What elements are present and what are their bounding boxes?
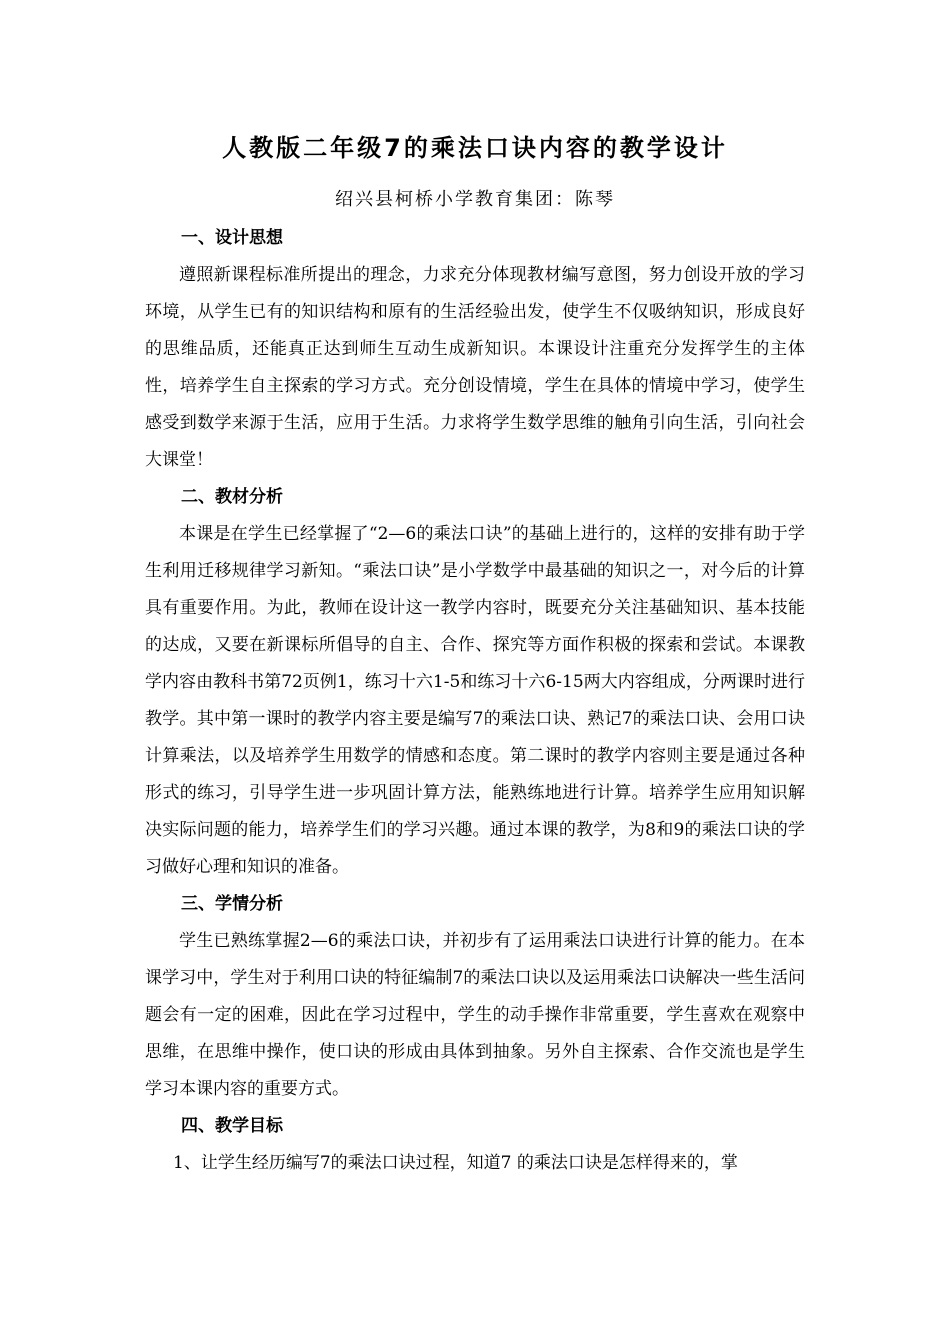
section-paragraph-design-idea: 遵照新课程标准所提出的理念，力求充分体现教材编写意图，努力创设开放的学习环境，从学生已有的知识结构和原有的生活经验出发，使学生不仅吸纳知识，形成良好的思维品质，还能真正达到师生互动生成新知识。本课设计注重充分发挥学生的主体性，培养学生自主探索的学习方式。充分创设情境，学生在具体的情境中学习，使学生感受到数学来源于生活，应用于生活。力求将学生数学思维的触角引向生活，引向社会大课堂！ xyxy=(145,265,805,470)
document-author: 绍兴县柯桥小学教育集团：陈琴 xyxy=(335,189,615,210)
section-heading-student-analysis: 三、学情分析 xyxy=(181,894,283,914)
document-title: 人教版二年级7的乘法口诀内容的教学设计 xyxy=(222,134,728,162)
section-heading-textbook-analysis: 二、教材分析 xyxy=(181,487,283,507)
document-body xyxy=(145,220,805,1182)
teaching-goal-item: 1、让学生经历编写7的乘法口诀过程，知道7 的乘法口诀是怎样得来的，掌 xyxy=(173,1153,738,1173)
section-paragraph-student-analysis: 学生已熟练掌握2—6的乘法口诀，并初步有了运用乘法口诀进行计算的能力。在本课学习中，学生对于利用口诀的特征编制7的乘法口诀以及运用乘法口诀解决一些生活问题会有一定的困难，因此在学习过程中，学生的动手操作非常重要，学生喜欢在观察中思维，在思维中操作，使口诀的形成由具体到抽象。另外自主探索、合作交流也是学生学习本课内容的重要方式。 xyxy=(145,931,805,1099)
section-paragraph-textbook-analysis: 本课是在学生已经掌握了“2—6的乘法口诀”的基础上进行的，这样的安排有助于学生利用迁移规律学习新知。“乘法口诀”是小学数学中最基础的知识之一，对今后的计算具有重要作用。为此，教师在设计这一教学内容时，既要充分关注基础知识、基本技能的达成，又要在新课标所倡导的自主、合作、探究等方面作积极的探索和尝试。本课教学内容由教科书第72页例1，练习十六1-5和练习十六6-15两大内容组成，分两课时进行教学。其中第一课时的教学内容主要是编写7的乘法口诀、熟记7的乘法口诀、会用口诀计算乘法，以及培养学生用数学的情感和态度。第二课时的教学内容则主要是通过各种形式的练习，引导学生进一步巩固计算方法，能熟练地进行计算。培养学生应用知识解决实际问题的能力，培养学生们的学习兴趣。通过本课的教学，为8和9的乘法口诀的学习做好心理和知识的准备。 xyxy=(145,524,805,877)
section-heading-teaching-goals: 四、教学目标 xyxy=(181,1116,283,1136)
section-heading-design-idea: 一、设计思想 xyxy=(181,228,283,248)
